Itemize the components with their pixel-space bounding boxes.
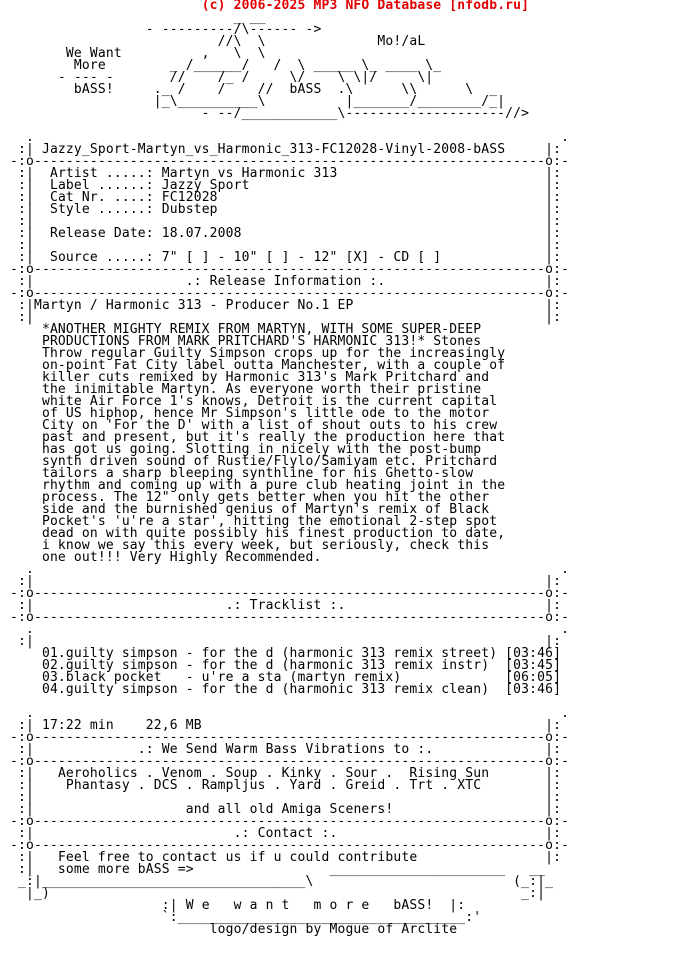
ascii-logo-line: bASS! ._ / / // bASS .\ \\ \ _ xyxy=(10,82,498,97)
release-information-heading: .: Release Information :. xyxy=(185,274,386,289)
track-line: 02.guilty simpson - for the d (harmonic 313 remix instr) [03:45] xyxy=(41,658,562,673)
slogan: W e w a n t m o r e bASS! xyxy=(185,898,434,913)
description-line: has got us going. Slotting in nicely with the post-bump xyxy=(41,442,482,457)
description-line: killer cuts remixed by Harmonic 313's Mark Pritchard and xyxy=(41,370,490,385)
description-line: white Air Force 1's knows, Detroit is the current capital xyxy=(41,394,498,409)
ascii-logo-line: More _ /______/ / \ _____ \_ ____ \_ xyxy=(10,58,442,73)
description-line: one out!!! Very Highly Recommended. xyxy=(41,550,322,565)
greets-line: Phantasy . DCS . Rampljus . Yard . Greid . Trt . XTC xyxy=(57,778,482,793)
description-line: on-point Fat City label outta Manchester, with a couple of xyxy=(41,358,506,373)
description-line: tailors a sharp bleeping synthline for his Ghetto-slow xyxy=(41,466,474,481)
tracklist-heading: .: Tracklist :. xyxy=(225,598,346,613)
description-line: Pocket's 'u're a star', hitting the emotional 2-step spot xyxy=(41,514,498,529)
release-info-line: Cat Nr. ....: FC12028 xyxy=(49,190,218,205)
description-line: i know we say this every week, but seriously, check this xyxy=(41,538,490,553)
release-info-line: Artist .....: Martyn vs Harmonic 313 xyxy=(49,166,338,181)
totals-line: 17:22 min 22,6 MB xyxy=(41,718,202,733)
description-line: of US hiphop, hence Mr Simpson's little ode to the motor xyxy=(41,406,490,421)
credits-line: logo/design by Mogue of Arclite xyxy=(209,922,458,937)
ascii-logo-line: - --- - // /_ / \/ \ \|/ \| xyxy=(10,70,434,85)
copyright-line: (c) 2006-2025 MP3 NFO Database [nfodb.ru] xyxy=(201,0,530,13)
description-line: PRODUCTIONS FROM MARK PRITCHARD'S HARMONIC 313!* Stones xyxy=(41,334,482,349)
ep-title: Martyn / Harmonic 313 - Producer No.1 EP xyxy=(33,298,354,313)
greets-line: Aeroholics . Venom . Soup . Kinky . Sour . Rising Sun xyxy=(57,766,490,781)
release-info-line: Style ......: Dubstep xyxy=(49,202,218,217)
description-line: synth driven sound of Rustie/Flylo/Samiyam etc. Pritchard xyxy=(41,454,498,469)
ascii-logo-line: _ __ xyxy=(10,10,266,25)
ascii-logo-line: //\ \ Mo!/aL xyxy=(10,34,426,49)
ascii-logo-line: |_\__________\ |_______/________/_| xyxy=(10,94,506,109)
ascii-logo-line: - ---------/\------ -> xyxy=(10,22,322,37)
release-info-line: Source .....: 7" [ ] - 10" [ ] - 12" [X] - CD [ ] xyxy=(49,250,442,265)
track-line: 01.guilty simpson - for the d (harmonic 313 remix street) [03:46] xyxy=(41,646,562,661)
ascii-logo-line: - --/____________\--------------------//> xyxy=(10,106,530,121)
release-info-line: Label ......: Jazzy Sport xyxy=(49,178,250,193)
description-line: the inimitable Martyn. As everyone worth their pristine xyxy=(41,382,482,397)
greets-heading: .: We Send Warm Bass Vibrations to :. xyxy=(137,742,434,757)
release-info-line: Release Date: 18.07.2008 xyxy=(49,226,242,241)
contact-heading: .: Contact :. xyxy=(233,826,338,841)
description-line: *ANOTHER MIGHTY REMIX FROM MARTYN, WITH SOME SUPER-DEEP xyxy=(41,322,482,337)
description-line: side and the burnished genius of Martyn's remix of Black xyxy=(41,502,490,517)
contact-line: some more bASS => xyxy=(57,862,194,877)
description-line: dead on with quite possibly his finest production to date, xyxy=(41,526,506,541)
description-line: rhythm and coming up with a pure club heating joint in the xyxy=(41,478,506,493)
contact-line: Feel free to contact us if u could contribute xyxy=(57,850,418,865)
description-line: Throw regular Guilty Simpson crops up for the increasingly xyxy=(41,346,506,361)
nfo-document: (c) 2006-2025 MP3 NFO Database [nfodb.ru] _ __ - ---------/\------ -> //\ \ Mo!/aL We Want , \ \ More _ /______/ / \ _____ \_ ____ \_ - --- - // /_ / \/ \ \|/ \| bASS! ._ / / // bASS .\ \\ \ _ |_\__________\ |_______/________/_| - --/____________\--------------------//> . . :| Jazzy_Sport-Martyn_vs_Harmonic_313-FC12028-Vinyl-2008-bASS |: -:o----------------------------------------------------------------o:- :| Artist .....: Martyn vs Harmonic 313 |: :| Label ......: Jazzy Sport |: :| Cat Nr. ....: FC12028 |: :| Style ......: Dubstep |: :| |: :| Release Date: 18.07.2008 |: :| |: :| Source .....: 7" [ ] - 10" [ ] - 12" [X] - CD [ ] |: -:o----------------------------------------------------------------o:- :| .: Release Information :. |: -:o----------------------------------------------------------------o:- :|Martyn / Harmonic 313 - Producer No.1 EP |: :| |: *ANOTHER MIGHTY REMIX FROM MARTYN, WITH SOME SUPER-DEEP PRODUCTIONS FROM MARK PRITCHARD'S HARMONIC 313!* Stones Throw regular Guilty Simpson crops up for the increasingly on-point Fat City label outta Manchester, with a couple of killer cuts remixed by Harmonic 313's Mark Pritchard and the inimitable Martyn. As everyone worth their pristine white Air Force 1's knows, Detroit is the current capital of US hiphop, hence Mr Simpson's little ode to the motor City on 'For the D' with a list of shout outs to his crew past and present, but it's really the production here that has got us going. Slotting in nicely with the post-bump synth driven sound of Rustie/Flylo/Samiyam etc. Pritchard tailors a sharp bleeping synthline for his Ghetto-slow rhythm and coming up with a pure club heating joint in the process. The 12" only gets better when you hit the other side and the burnished genius of Martyn's remix of Black Pocket's 'u're a star', hitting the emotional 2-step spot dead on with quite possibly his finest production to date, i know we say this every week, but seriously, check this one out!!! Very Highly Recommended. . . :| |: -:o----------------------------------------------------------------o:- :| .: Tracklist :. |: -:o----------------------------------------------------------------o:- . . :| |: 01.guilty simpson - for the d (harmonic 313 remix street) [03:46] 02.guilty simpson - for the d (harmonic 313 remix instr) [03:45] 03.black pocket - u're a sta (martyn remix) [06:05] 04.guilty simpson - for the d (harmonic 313 remix clean) [03:46] . . :| 17:22 min 22,6 MB |: -:o----------------------------------------------------------------o:- :| .: We Send Warm Bass Vibrations to :. |: -:o----------------------------------------------------------------o:- :| Aeroholics . Venom . Soup . Kinky . Sour . Rising Sun |: :| Phantasy . DCS . Rampljus . Yard . Greid . Trt . XTC |: :| |: :| and all old Amiga Sceners! |: -:o----------------------------------------------------------------o:- :| .: Contact :. |: -:o----------------------------------------------------------------o:- :| Feel free to contact us if u could contribute |: :| some more bASS => ______________________ __ _:|_________________________________\ (_:|_ |_) _:| :| W e w a n t m o r e bASS! |: `:____________________________________:' logo/design by Mogue of Arclite xyxy=(10,0,570,937)
description-line: City on 'For the D' with a list of shout outs to his crew xyxy=(41,418,498,433)
release-title: Jazzy_Sport-Martyn_vs_Harmonic_313-FC12028-Vinyl-2008-bASS xyxy=(41,142,506,157)
track-line: 04.guilty simpson - for the d (harmonic 313 remix clean) [03:46] xyxy=(41,682,562,697)
track-line: 03.black pocket - u're a sta (martyn remix) [06:05] xyxy=(41,670,562,685)
description-line: process. The 12" only gets better when you hit the other xyxy=(41,490,490,505)
ascii-logo-line: We Want , \ \ xyxy=(10,46,266,61)
greets-footer: and all old Amiga Sceners! xyxy=(185,802,394,817)
description-line: past and present, but it's really the production here that xyxy=(41,430,506,445)
